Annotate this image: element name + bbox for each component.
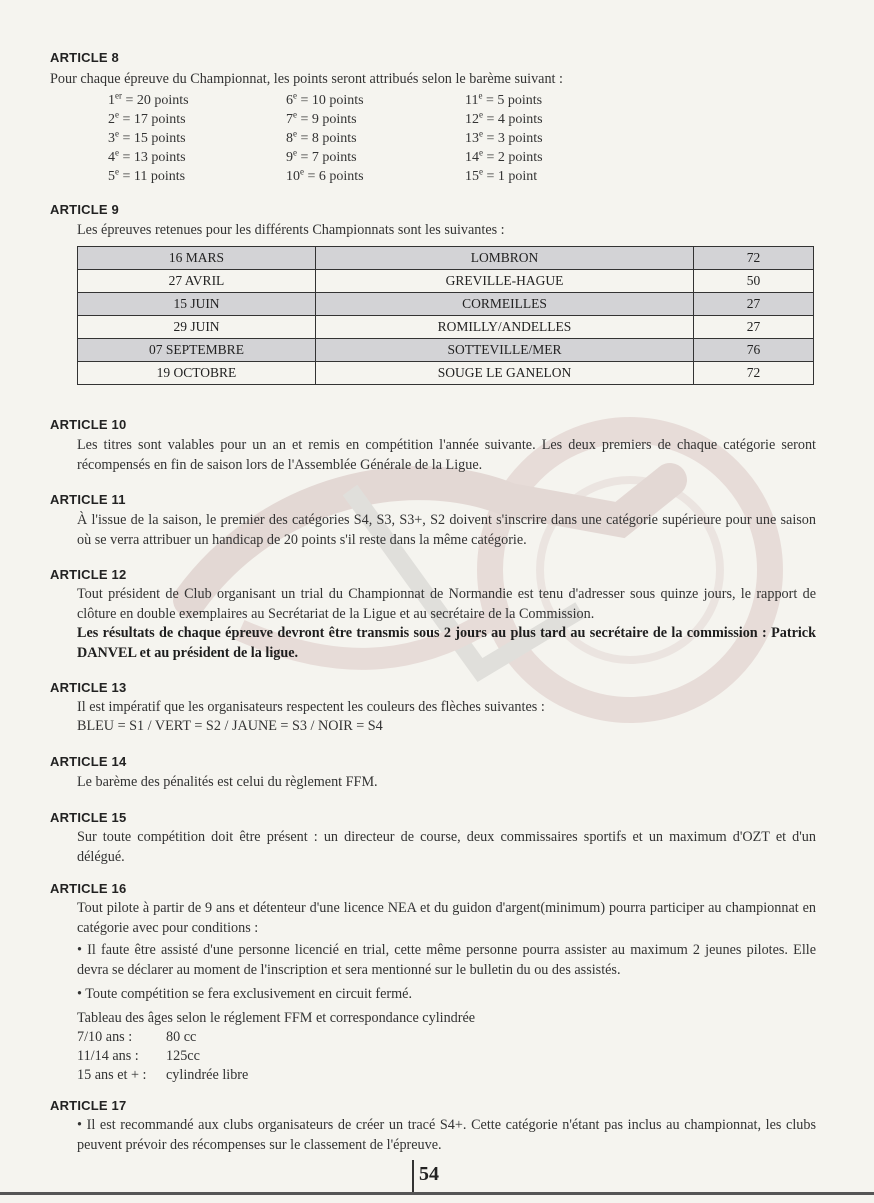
article-12-heading: ARTICLE 12 — [50, 567, 127, 582]
article-9-heading: ARTICLE 9 — [50, 202, 119, 217]
article-13-heading: ARTICLE 13 — [50, 680, 127, 695]
page-number-divider — [412, 1160, 414, 1192]
age-label: 11/14 ans : — [77, 1048, 139, 1064]
article-15-heading: ARTICLE 15 — [50, 810, 127, 825]
article-12-bold-text: Les résultats de chaque épreuve devront être transmis sous 2 jours au plus tard au secrétaire de la commission : Patrick DANVEL et au président de la ligue. — [77, 625, 816, 661]
page-number: 54 — [419, 1163, 439, 1185]
bottom-border — [0, 1192, 874, 1195]
points-row: $2^e = 17$ points — [108, 109, 186, 127]
article-8-intro: Pour chaque épreuve du Championnat, les points seront attribués selon le barème suivant : — [50, 71, 563, 87]
points-row: $11^e = 5$ points — [465, 90, 543, 108]
points-row: $5^e = 11$ points — [108, 166, 186, 184]
points-row: $14^e = 2$ points — [465, 147, 543, 165]
article-11-heading: ARTICLE 11 — [50, 492, 126, 507]
points-row: $9^e = 7$ points — [286, 147, 357, 165]
age-cc: cylindrée libre — [166, 1067, 249, 1083]
article-14-text: Le barème des pénalités est celui du règlement FFM. — [77, 774, 378, 790]
event-dept: 50 — [694, 270, 814, 293]
event-date: 19 OCTOBRE — [78, 362, 316, 385]
event-date: 15 JUIN — [78, 293, 316, 316]
article-9-intro: Les épreuves retenues pour les différents Championnats sont les suivantes : — [77, 222, 505, 238]
points-row: $3^e = 15$ points — [108, 128, 186, 146]
points-row: $13^e = 3$ points — [465, 128, 543, 146]
points-row: $15^e = 1$ point — [465, 166, 538, 184]
age-cc: 125cc — [166, 1048, 200, 1064]
event-date: 16 MARS — [78, 247, 316, 270]
table-row — [78, 362, 814, 385]
article-13-text: Il est impératif que les organisateurs respectent les couleurs des flèches suivantes : — [77, 699, 545, 715]
article-14-heading: ARTICLE 14 — [50, 754, 127, 769]
event-date: 29 JUIN — [78, 316, 316, 339]
article-17-heading: ARTICLE 17 — [50, 1098, 127, 1113]
age-label: 7/10 ans : — [77, 1029, 133, 1045]
table-row — [78, 293, 814, 316]
age-table-intro: Tableau des âges selon le réglement FFM et correspondance cylindrée — [77, 1010, 476, 1026]
event-dept: 27 — [694, 316, 814, 339]
event-date: 27 AVRIL — [78, 270, 316, 293]
article-16-heading: ARTICLE 16 — [50, 881, 127, 896]
article-16-bullet-2: • Toute compétition se fera exclusivement en circuit fermé. — [77, 986, 413, 1002]
points-column-3 — [465, 91, 543, 186]
article-13-colors: BLEU = S1 / VERT = S2 / JAUNE = S3 / NOIR = S4 — [77, 718, 383, 734]
points-row: $10^e = 6$ points — [286, 166, 364, 184]
event-place: CORMEILLES — [316, 293, 694, 316]
table-row — [78, 339, 814, 362]
points-row: $8^e = 8$ points — [286, 128, 357, 146]
event-place: LOMBRON — [316, 247, 694, 270]
points-row: 1er = 20 points — [108, 90, 189, 108]
event-date: 07 SEPTEMBRE — [78, 339, 316, 362]
event-place: GREVILLE-HAGUE — [316, 270, 694, 293]
event-place: SOTTEVILLE/MER — [316, 339, 694, 362]
article-10-heading: ARTICLE 10 — [50, 417, 127, 432]
table-row — [78, 247, 814, 270]
events-table — [77, 246, 814, 385]
event-dept: 72 — [694, 247, 814, 270]
points-column-1 — [108, 91, 189, 186]
points-column-2 — [286, 91, 364, 186]
event-dept: 76 — [694, 339, 814, 362]
points-row: $6^e = 10$ points — [286, 90, 364, 108]
article-17-text: • Il est recommandé aux clubs organisateurs de créer un tracé S4+. Cette catégorie n'étant pas inclus au championnat, les clubs peuvent prévoir des récompenses sur le classement de l'épreuve. — [77, 1117, 816, 1153]
points-row: $7^e = 9$ points — [286, 109, 357, 127]
article-15-text: Sur toute compétition doit être présent : un directeur de course, deux commissaires sportifs et un maximum d'OZT et d'un délégué. — [77, 829, 816, 865]
article-16-text: Tout pilote à partir de 9 ans et détenteur d'une licence NEA et du guidon d'argent(minimum) pourra participer au championnat en catégorie avec pour conditions : — [77, 900, 816, 936]
event-place: ROMILLY/ANDELLES — [316, 316, 694, 339]
article-12-text: Tout président de Club organisant un trial du Championnat de Normandie est tenu d'adresser sous quinze jours, le rapport de clôture en double exemplaires au Secrétariat de la Ligue et au secrétaire de la Commission. — [77, 586, 816, 622]
event-dept: 27 — [694, 293, 814, 316]
event-place: SOUGE LE GANELON — [316, 362, 694, 385]
article-8-heading: ARTICLE 8 — [50, 50, 119, 65]
article-16-bullet-1: • Il faute être assisté d'une personne licencié en trial, cette même personne pourra assister au maximum 2 jeunes pilotes. Elle devra se déclarer au moment de l'inscription et sera mentionné sur le bulletin du ou des assistés. — [77, 942, 816, 978]
article-11-text: À l'issue de la saison, le premier des catégories S4, S3, S3+, S2 doivent s'inscrire dans une catégorie supérieure pour une saison où se verra attribuer un handicap de 20 points s'il reste dans la même catégorie. — [77, 512, 816, 548]
event-dept: 72 — [694, 362, 814, 385]
article-10-text: Les titres sont valables pour un an et remis en compétition l'année suivante. Les deux premiers de chaque catégorie seront récompensés en fin de saison lors de l'Assemblée Générale de la Ligue. — [77, 437, 816, 473]
points-row: $4^e = 13$ points — [108, 147, 186, 165]
age-label: 15 ans et + : — [77, 1067, 147, 1083]
table-row — [78, 270, 814, 293]
table-row — [78, 316, 814, 339]
age-cc: 80 cc — [166, 1029, 197, 1045]
points-row: $12^e = 4$ points — [465, 109, 543, 127]
